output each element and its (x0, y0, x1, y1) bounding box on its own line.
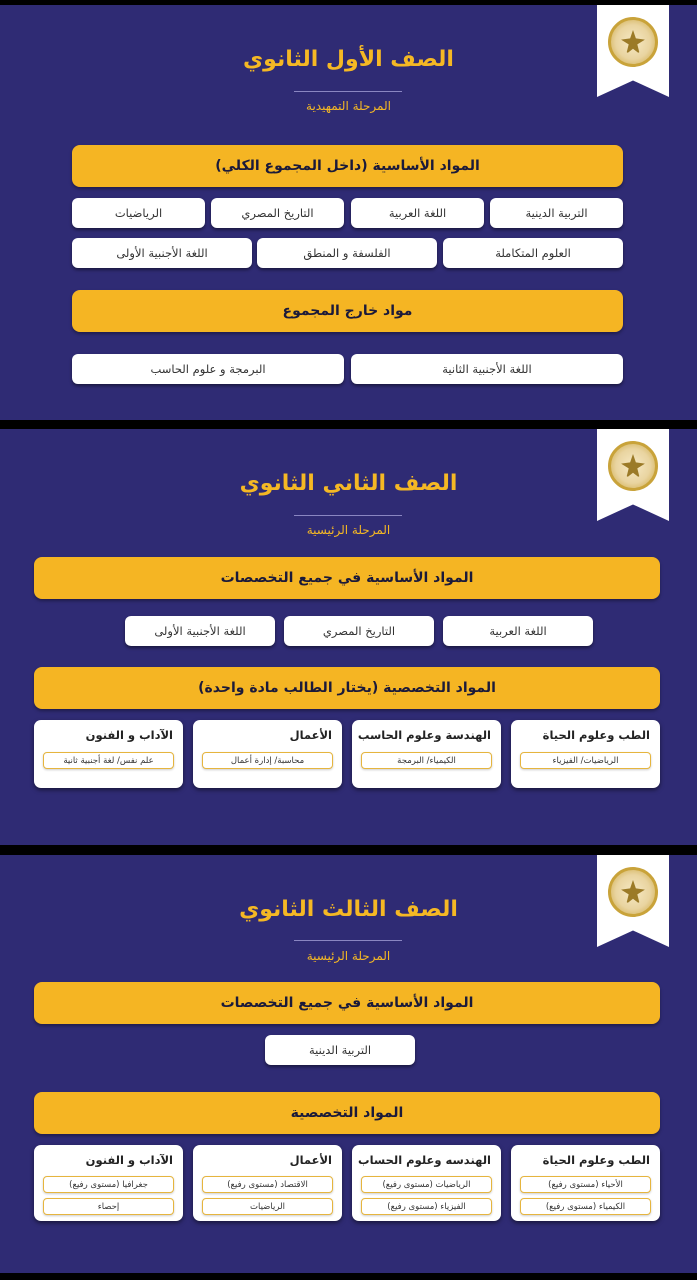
grade1-divider (294, 91, 402, 92)
grade1-outside-bar: مواد خارج المجموع (72, 290, 623, 332)
grade1-title: الصف الأول الثانوي (243, 47, 454, 72)
track-subject-chip: الرياضيات (مستوى رفيع) (361, 1176, 492, 1193)
track-subject-chip: جغرافيا (مستوى رفيع) (43, 1176, 174, 1193)
grade3-tracks-bar: المواد التخصصية (34, 1092, 660, 1134)
grade2-divider (294, 515, 402, 516)
track-name: الآداب و الفنون (85, 728, 173, 742)
track-card (34, 1145, 183, 1221)
subject-pill: التاريخ المصري (211, 198, 344, 228)
track-subject-chip: الكيمياء (مستوى رفيع) (520, 1198, 651, 1215)
subject-pill: الفلسفة و المنطق (257, 238, 437, 268)
grade2-title: الصف الثاني الثانوي (239, 471, 458, 496)
track-subject-chip: الاقتصاد (مستوى رفيع) (202, 1176, 333, 1193)
grade2-panel (0, 429, 697, 845)
grade1-panel (0, 5, 697, 420)
track-name: الهندسة وعلوم الحاسب (357, 728, 491, 742)
track-subject-chip: إحصاء (43, 1198, 174, 1215)
track-subject-chip: علم نفس/ لغة أجنبية ثانية (43, 752, 174, 769)
track-card (193, 1145, 342, 1221)
track-subject-chip: الفيزياء (مستوى رفيع) (361, 1198, 492, 1215)
grade3-divider (294, 940, 402, 941)
subject-pill: اللغة العربية (443, 616, 593, 646)
subject-pill: اللغة الأجنبية الأولى (72, 238, 252, 268)
grade2-subtitle: المرحلة الرئيسية (306, 523, 391, 537)
track-card (34, 720, 183, 788)
subject-pill: التربية الدينية (490, 198, 623, 228)
track-name: الهندسه وعلوم الحساب (358, 1153, 491, 1167)
subject-pill: البرمجة و علوم الحاسب (72, 354, 344, 384)
subject-pill: الرياضيات (72, 198, 205, 228)
grade2-core-bar: المواد الأساسية في جميع التخصصات (34, 557, 660, 599)
track-name: الطب وعلوم الحياة (542, 1153, 650, 1167)
track-card (352, 1145, 501, 1221)
grade3-panel (0, 855, 697, 1273)
subject-pill: العلوم المتكاملة (443, 238, 623, 268)
track-card (511, 1145, 660, 1221)
track-name: الأعمال (289, 728, 332, 742)
grade1-subtitle: المرحلة التمهيدية (306, 99, 391, 113)
grade3-core-bar: المواد الأساسية في جميع التخصصات (34, 982, 660, 1024)
subject-pill: التربية الدينية (265, 1035, 415, 1065)
track-card (193, 720, 342, 788)
grade2-tracks-bar: المواد التخصصية (يختار الطالب مادة واحدة) (34, 667, 660, 709)
grade3-subtitle: المرحلة الرئيسية (306, 949, 391, 963)
track-subject-chip: الرياضيات/ الفيزياء (520, 752, 651, 769)
track-subject-chip: محاسبة/ إدارة أعمال (202, 752, 333, 769)
track-name: الطب وعلوم الحياة (542, 728, 650, 742)
track-name: الآداب و الفنون (85, 1153, 173, 1167)
track-card (511, 720, 660, 788)
track-subject-chip: الكيمياء/ البرمجة (361, 752, 492, 769)
grade3-title: الصف الثالث الثانوي (239, 897, 458, 922)
grade1-core-bar: المواد الأساسية (داخل المجموع الكلي) (72, 145, 623, 187)
track-subject-chip: الرياضيات (202, 1198, 333, 1215)
subject-pill: اللغة الأجنبية الثانية (351, 354, 623, 384)
subject-pill: التاريخ المصري (284, 616, 434, 646)
track-card (352, 720, 501, 788)
subject-pill: اللغة العربية (351, 198, 484, 228)
track-subject-chip: الأحياء (مستوى رفيع) (520, 1176, 651, 1193)
track-name: الأعمال (289, 1153, 332, 1167)
subject-pill: اللغة الأجنبية الأولى (125, 616, 275, 646)
